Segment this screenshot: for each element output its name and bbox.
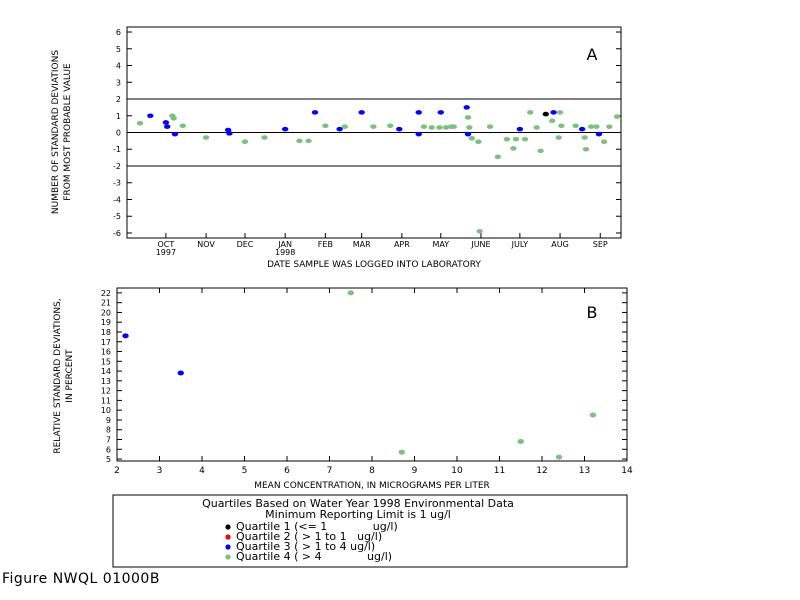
panel-b-x-tick-label: 10 [451,466,463,476]
panel-a-point [466,125,472,130]
panel-a-point [451,124,457,129]
panel-b-x-tick-label: 14 [621,466,633,476]
panel-a-point [557,110,563,115]
panel-a-point [510,146,516,151]
panel-b-x-tick-label: 5 [241,466,248,476]
panel-b-y-tick-label: 19 [100,318,111,328]
panel-a-point [164,124,170,129]
panel-b-y-tick-label: 10 [100,406,111,416]
panel-b-x-ticks [114,288,633,476]
panel-a-point [475,139,481,144]
panel-a-point [572,124,578,129]
panel-b-y-tick-label: 12 [100,386,111,396]
panel-a-point [517,127,523,132]
panel-a-y-tick-label: -6 [113,228,121,238]
panel-a-point [416,132,422,137]
panel-a-point [543,112,549,117]
panel-a-point [261,135,267,140]
panel-a-point [606,124,612,129]
panel-a-point [370,124,376,129]
panel-b-point [348,290,354,295]
panel-a-point [170,116,176,121]
panel-a-point [556,135,562,140]
panel-b-y-tick-label: 7 [105,435,111,445]
panel-a-point [601,139,607,144]
panel-b-point [590,413,596,418]
panel-b-y-tick-label: 22 [100,288,111,298]
legend-marker [225,544,230,549]
panel-a-point [583,147,589,152]
panel-a-y-tick-label: -3 [113,178,121,188]
panel-b-x-tick-label: 7 [326,466,333,476]
panel-a-point [504,137,510,142]
panel-a-point [436,125,442,130]
legend-title-line1: Quartiles Based on Water Year 1998 Environmental Data [202,497,514,510]
panel-b-y-tick-label: 20 [100,308,111,318]
panel-b-y-ticks [101,289,627,464]
panel-a-x-tick-label: SEP [592,240,608,249]
panel-a-x-ticks [156,233,608,257]
panel-b-x-tick-label: 11 [493,466,506,476]
panel-a-x-tick-label: JULY [511,240,529,249]
panel-b-x-tick-label: 3 [156,466,163,476]
panel-a-y-tick-label: 2 [115,95,121,105]
panel-a-x-tick-label: JAN [278,240,293,249]
panel-a-x-tick-label: JUNE [471,240,491,249]
panel-a-y-tick-label: -4 [113,195,121,205]
panel-a-y-axis-title [51,50,73,214]
panel-b-point [178,371,184,376]
panel-a-point [593,124,599,129]
panel-b-x-tick-label: 2 [114,466,120,476]
panel-a-point [550,110,556,115]
panel-a-point [312,110,318,115]
panel-b-y-tick-label: 11 [100,396,111,406]
panel-a-point [296,139,302,144]
panel-b-y-tick-label: 6 [105,445,111,455]
legend-title-line2: Minimum Reporting Limit is 1 ug/l [265,508,451,521]
legend-marker [225,524,230,529]
panel-a-point [416,110,422,115]
panel-a-point [242,139,248,144]
panel-b-y-tick-label: 16 [100,347,111,357]
panel-b-y-axis-title-line1: RELATIVE STANDARD DEVIATIONS, [53,298,63,454]
panel-a-point [614,114,620,119]
panel-b-x-tick-label: 9 [411,466,418,476]
panel-a-point [421,124,427,129]
panel-b-points [122,290,596,459]
panel-a-x-axis-title: DATE SAMPLE WAS LOGGED INTO LABORATORY [267,260,481,270]
panel-b-y-tick-label: 8 [105,425,111,435]
panel-a-point [581,135,587,140]
panel-b-y-tick-label: 13 [100,376,111,386]
panel-a-point [549,118,555,123]
figure-caption: Figure NWQL 01000B [2,571,160,587]
panel-a-point [495,154,501,159]
panel-a [51,27,621,270]
panel-b-y-tick-label: 18 [100,327,111,337]
panel-b-point [399,450,405,455]
panel-a-x-tick-label: DEC [236,240,254,249]
panel-a-points [137,105,621,234]
panel-a-y-tick-label: -2 [113,161,121,171]
legend-entries [225,520,397,563]
panel-a-y-tick-label: -1 [113,145,121,155]
panel-a-x-tick-label: MAR [352,240,371,249]
panel-a-point [163,120,169,125]
panel-a-x-tick-year: 1997 [155,248,177,257]
panel-b-x-tick-label: 4 [199,466,205,476]
panel-b-y-axis-title [53,298,75,453]
legend-entry-label: Quartile 2 ( > 1 to 1 ug/l) [236,530,383,543]
panel-a-x-tick-label: OCT [157,240,175,249]
panel-a-y-axis-title-line2: FROM MOST PROBABLE VALUE [63,63,73,201]
panel-b-point [556,455,562,460]
panel-a-point [282,127,288,132]
panel-a-point [180,124,186,129]
legend-marker [225,534,230,539]
panel-a-y-tick-label: -5 [113,212,121,222]
panel-a-point [596,132,602,137]
panel-a-y-tick-label: 4 [115,61,121,71]
panel-a-point [534,125,540,130]
panel-a-point [226,131,232,136]
panel-a-point [465,115,471,120]
panel-a-point [342,124,348,129]
panel-b-point [122,333,128,338]
panel-a-point [465,132,471,137]
panel-a-point [336,127,342,132]
legend-entry-label: Quartile 3 ( > 1 to 4 ug/l) [236,540,376,553]
panel-b-x-tick-label: 12 [536,466,548,476]
panel-b-y-tick-label: 21 [100,298,111,308]
panel-a-label: A [586,45,598,64]
panel-a-x-tick-label: FEB [317,240,333,249]
panel-b-x-tick-label: 8 [369,466,375,476]
panel-b-x-axis-title: MEAN CONCENTRATION, IN MICROGRAMS PER LITER [254,481,490,491]
panel-b-label: B [586,303,598,322]
panel-b-point [518,439,524,444]
panel-a-y-tick-label: 0 [115,128,121,138]
legend-entry-label: Quartile 1 (<= 1 ug/l) [236,520,398,533]
panel-b-y-tick-label: 15 [100,357,111,367]
panel-a-point [305,139,311,144]
panel-a-point [358,110,364,115]
panel-a-point [469,136,475,141]
panel-b-y-tick-label: 14 [100,367,111,377]
panel-a-x-tick-year: 1998 [275,248,296,257]
panel-a-y-tick-label: 1 [115,111,121,121]
panel-a-y-tick-label: 5 [115,44,121,54]
panel-a-point [428,125,434,130]
panel-a-point [527,110,533,115]
panel-b-frame [117,288,627,461]
panel-a-x-tick-label: AUG [551,240,569,249]
panel-a-point [476,229,482,234]
panel-a-point [537,149,543,154]
panel-a-point [172,132,178,137]
panel-a-x-tick-label: NOV [197,240,215,249]
panel-a-point [387,124,393,129]
panel-a-point [558,124,564,129]
panel-a-point [322,124,328,129]
legend-entry-label: Quartile 4 ( > 4 ug/l) [236,550,393,563]
panel-a-point [438,110,444,115]
panel-a-point [522,137,528,142]
legend-marker [225,554,230,559]
panel-b-y-tick-label: 5 [105,455,111,465]
panel-a-x-tick-label: MAY [432,240,450,249]
panel-a-point [513,137,519,142]
panel-a-point [464,105,470,110]
panel-a-y-tick-label: 6 [115,28,121,38]
panel-a-y-tick-label: 3 [115,78,121,88]
legend [113,495,627,567]
panel-b-y-tick-label: 9 [105,415,111,425]
panel-a-point [147,113,153,118]
panel-a-point [396,127,402,132]
panel-b-y-axis-title-line2: IN PERCENT [65,349,75,403]
panel-a-point [203,135,209,140]
panel-b [53,288,633,491]
panel-a-point [579,127,585,132]
panel-a-x-tick-label: APR [393,240,410,249]
panel-a-y-axis-title-line1: NUMBER OF STANDARD DEVIATIONS [51,49,61,215]
panel-b-x-tick-label: 13 [578,466,591,476]
panel-b-x-tick-label: 6 [284,466,290,476]
panel-a-point [137,121,143,126]
panel-a-point [487,124,493,129]
panel-a-reference-lines [127,99,621,166]
panel-b-y-tick-label: 17 [100,337,111,347]
